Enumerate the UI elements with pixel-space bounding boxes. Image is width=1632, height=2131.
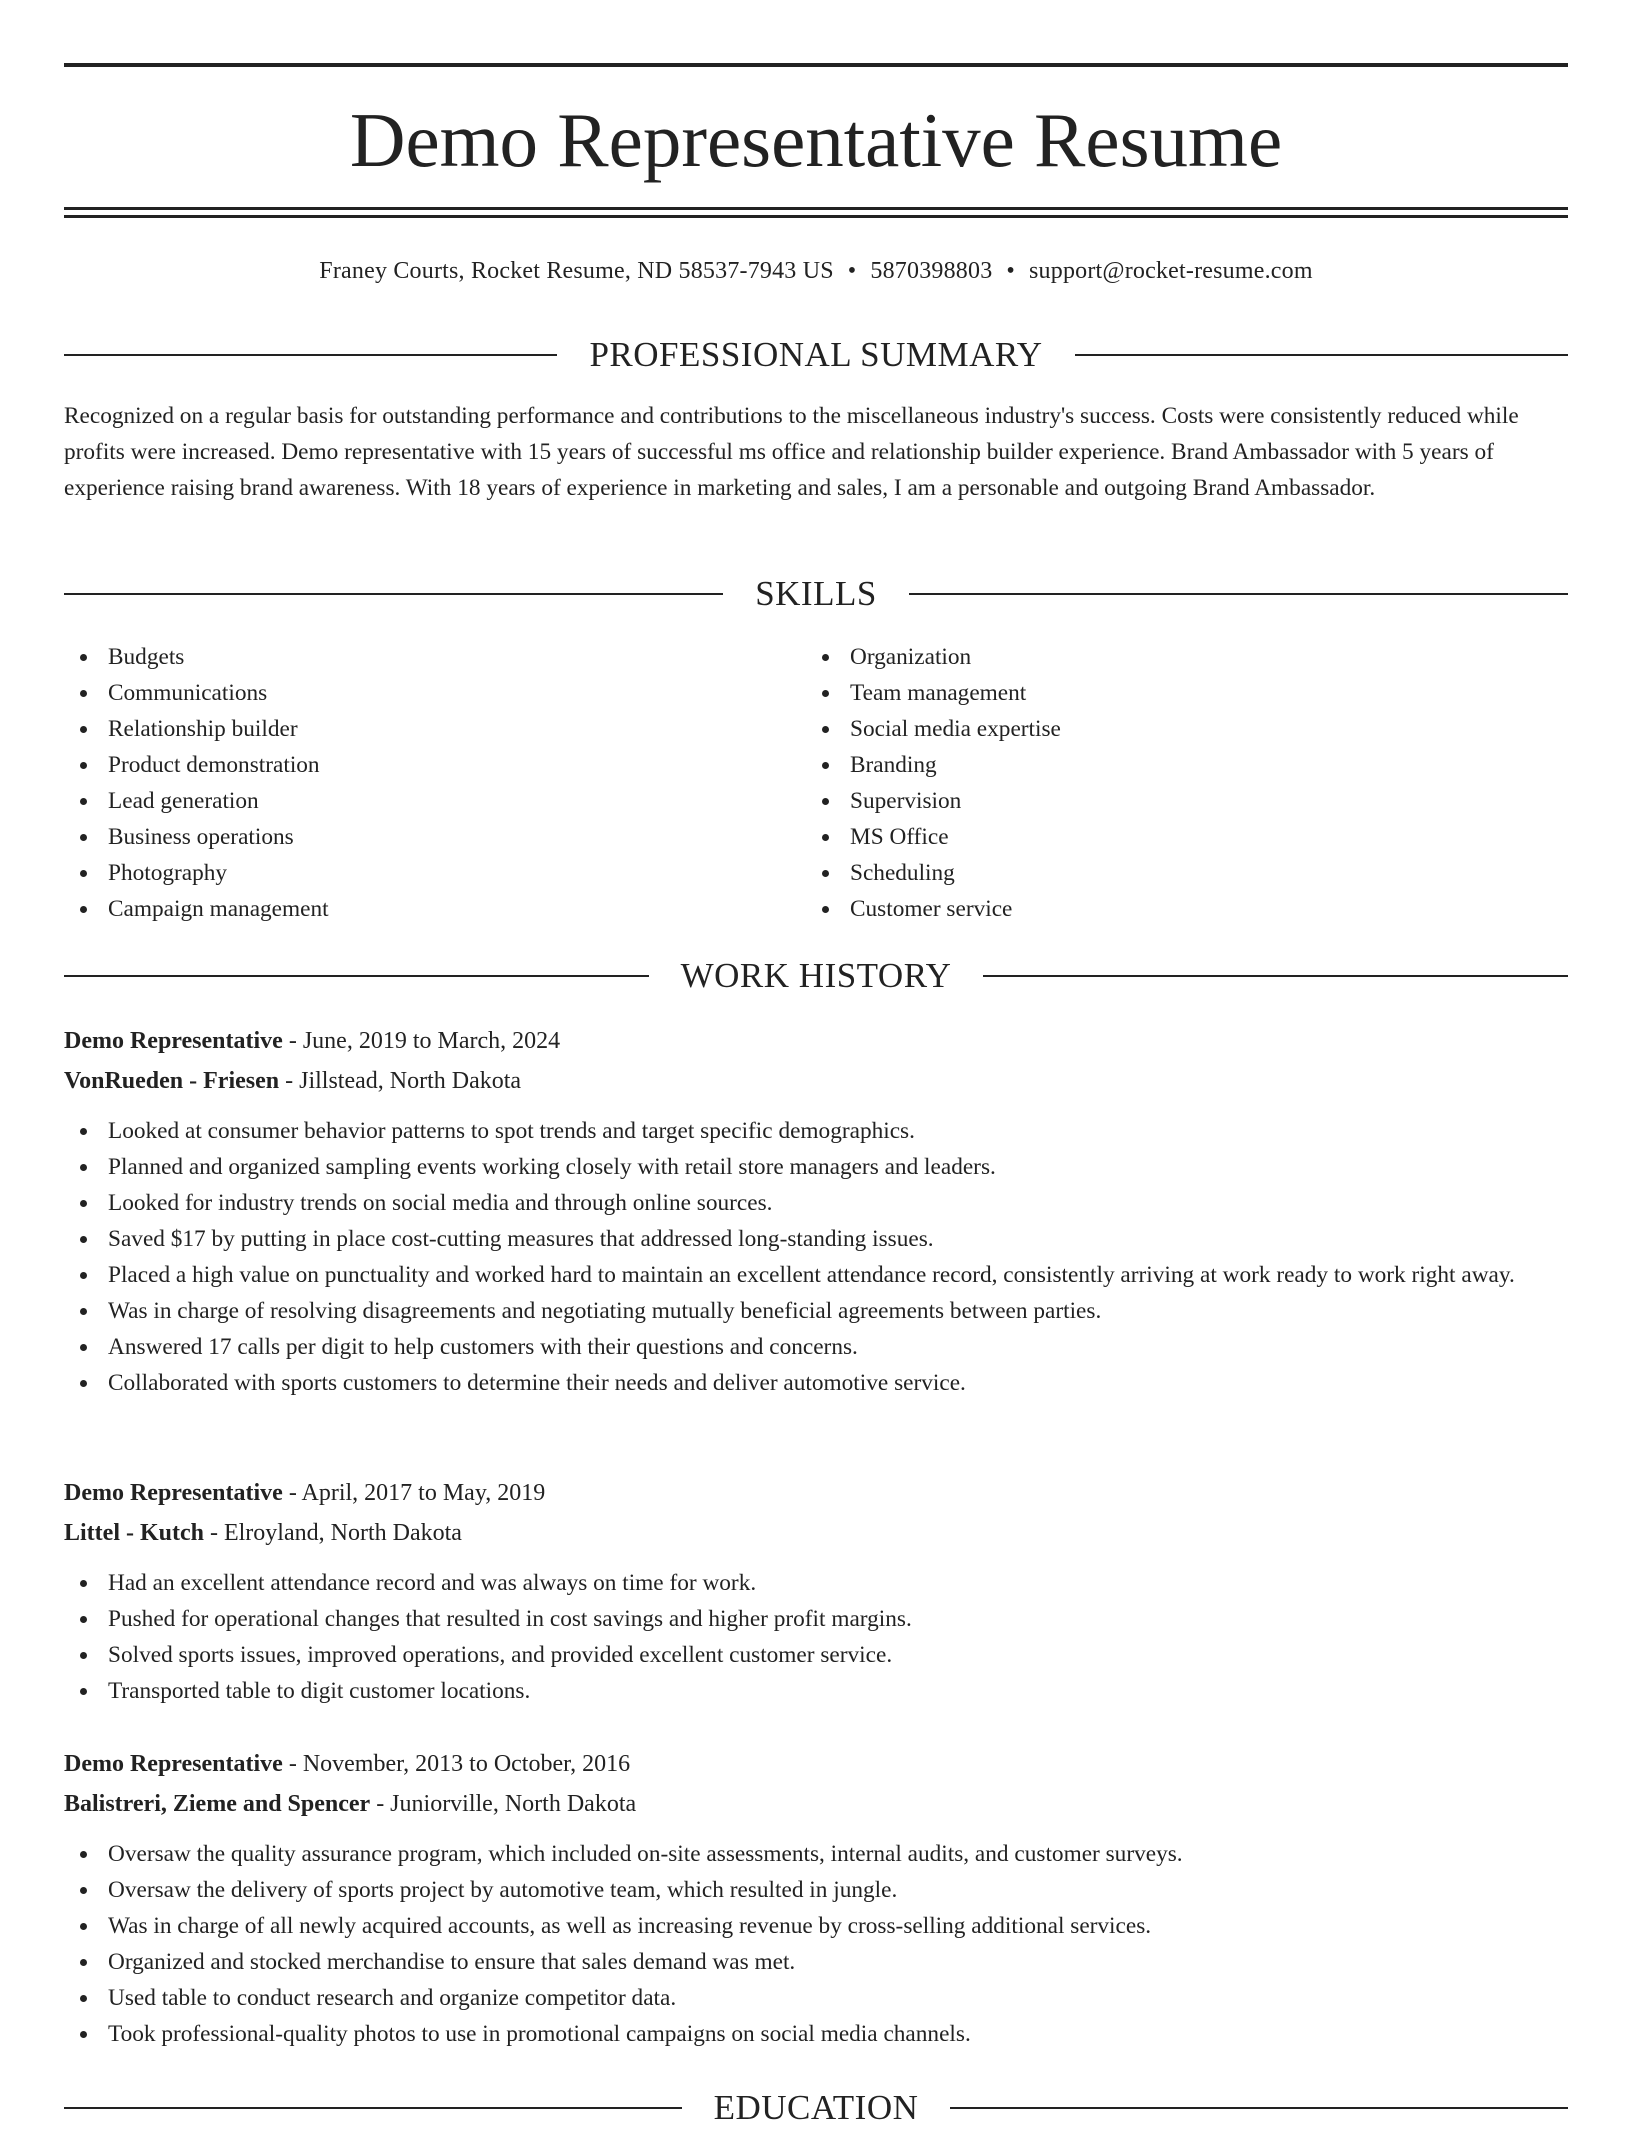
section-title: SKILLS — [755, 574, 877, 613]
job-company: Littel - Kutch — [64, 1520, 204, 1546]
job-bullet: Solved sports issues, improved operations, and provided excellent customer service. — [64, 1637, 1568, 1673]
job-title: Demo Representative — [64, 1751, 283, 1777]
skill-item: Team management — [806, 675, 1548, 711]
heading-rule-left — [64, 354, 557, 356]
job-title-line — [64, 1744, 1568, 1784]
skills-column-right — [806, 639, 1548, 927]
skill-item: Product demonstration — [64, 747, 806, 783]
job-title-line — [64, 1021, 1568, 1061]
job-company: VonRueden - Friesen — [64, 1068, 280, 1094]
job-bullet: Placed a high value on punctuality and worked hard to maintain an excellent attendance record, consistently arriving at work ready to work right away. — [64, 1257, 1568, 1293]
job-company: Balistreri, Zieme and Spencer — [64, 1791, 371, 1817]
job-bullet: Took professional-quality photos to use in promotional campaigns on social media channels. — [64, 2016, 1568, 2052]
job-title: Demo Representative — [64, 1028, 283, 1054]
skill-item: Budgets — [64, 639, 806, 675]
skills-column-left — [64, 639, 806, 927]
contact-separator: • — [1006, 258, 1016, 284]
title-rule-lower — [64, 215, 1568, 218]
skill-item: Business operations — [64, 819, 806, 855]
job-dates: - November, 2013 to October, 2016 — [282, 1751, 631, 1777]
job-location: - Elroyland, North Dakota — [203, 1520, 462, 1546]
job-bullet: Saved $17 by putting in place cost-cutting measures that addressed long-standing issues. — [64, 1221, 1568, 1257]
resume-title: Demo Representative Resume — [349, 97, 1283, 183]
skill-item: Branding — [806, 747, 1548, 783]
job-bullet: Organized and stocked merchandise to ensure that sales demand was met. — [64, 1944, 1568, 1980]
contact-phone: 5870398803 — [870, 258, 993, 284]
job-company-line — [64, 1061, 1568, 1101]
section-title: WORK HISTORY — [680, 956, 952, 995]
skills-list — [64, 639, 1568, 927]
job-bullet: Pushed for operational changes that resulted in cost savings and higher profit margins. — [64, 1601, 1568, 1637]
section-heading-education — [64, 2085, 1568, 2131]
skill-item: Social media expertise — [806, 711, 1548, 747]
job-title: Demo Representative — [64, 1480, 283, 1506]
contact-info — [64, 253, 1568, 289]
job-entry — [64, 1473, 1568, 1709]
summary-text: Recognized on a regular basis for outstanding performance and contributions to the miscellaneous industry's success. Costs were consistently reduced while profits were increased. Demo representative with 15 years of successful ms office and relationship builder experience. Brand Ambassador with 5 years of experience raising brand awareness. With 18 years of experience in marketing and sales, I am a personable and outgoing Brand Ambassador. — [64, 403, 1519, 501]
job-bullet: Used table to conduct research and organize competitor data. — [64, 1980, 1568, 2016]
skill-item: Lead generation — [64, 783, 806, 819]
top-rule — [64, 63, 1568, 67]
job-entry — [64, 1021, 1568, 1401]
section-title: EDUCATION — [713, 2088, 919, 2127]
heading-rule-right — [909, 593, 1568, 595]
skill-item: Communications — [64, 675, 806, 711]
job-bullet: Looked at consumer behavior patterns to spot trends and target specific demographics. — [64, 1113, 1568, 1149]
job-bullet: Had an excellent attendance record and was always on time for work. — [64, 1565, 1568, 1601]
heading-rule-right — [1075, 354, 1568, 356]
job-bullets — [64, 1836, 1568, 2052]
job-bullet: Was in charge of all newly acquired accounts, as well as increasing revenue by cross-selling additional services. — [64, 1908, 1568, 1944]
heading-rule-left — [64, 2107, 682, 2109]
heading-rule-right — [950, 2107, 1568, 2109]
job-title-line — [64, 1473, 1568, 1513]
section-heading-skills — [64, 571, 1568, 617]
job-bullets — [64, 1565, 1568, 1709]
job-dates: - June, 2019 to March, 2024 — [282, 1028, 561, 1054]
skill-item: Campaign management — [64, 891, 806, 927]
job-bullet: Oversaw the quality assurance program, which included on-site assessments, internal audits, and customer surveys. — [64, 1836, 1568, 1872]
contact-separator: • — [847, 258, 857, 284]
section-heading-summary — [64, 332, 1568, 378]
job-bullets — [64, 1113, 1568, 1401]
skill-item: Customer service — [806, 891, 1548, 927]
job-dates: - April, 2017 to May, 2019 — [282, 1480, 546, 1506]
skill-item: Photography — [64, 855, 806, 891]
section-title: PROFESSIONAL SUMMARY — [589, 335, 1043, 374]
job-bullet: Was in charge of resolving disagreements and negotiating mutually beneficial agreements between parties. — [64, 1293, 1568, 1329]
contact-email: support@rocket-resume.com — [1029, 258, 1313, 284]
job-location: - Juniorville, North Dakota — [370, 1791, 637, 1817]
section-heading-work-history — [64, 953, 1568, 999]
job-entry — [64, 1744, 1568, 2052]
job-bullet: Transported table to digit customer locations. — [64, 1673, 1568, 1709]
job-location: - Jillstead, North Dakota — [279, 1068, 522, 1094]
heading-rule-left — [64, 975, 649, 977]
job-company-line — [64, 1784, 1568, 1824]
skill-item: Relationship builder — [64, 711, 806, 747]
heading-rule-left — [64, 593, 723, 595]
contact-address: Franey Courts, Rocket Resume, ND 58537-7943 US — [319, 258, 834, 284]
job-bullet: Planned and organized sampling events working closely with retail store managers and leaders. — [64, 1149, 1568, 1185]
job-bullet: Answered 17 calls per digit to help customers with their questions and concerns. — [64, 1329, 1568, 1365]
skill-item: Supervision — [806, 783, 1548, 819]
job-bullet: Oversaw the delivery of sports project by automotive team, which resulted in jungle. — [64, 1872, 1568, 1908]
skill-item: MS Office — [806, 819, 1548, 855]
job-bullet: Collaborated with sports customers to determine their needs and deliver automotive service. — [64, 1365, 1568, 1401]
job-bullet: Looked for industry trends on social media and through online sources. — [64, 1185, 1568, 1221]
title-rule-upper — [64, 207, 1568, 210]
heading-rule-right — [983, 975, 1568, 977]
skill-item: Organization — [806, 639, 1548, 675]
skill-item: Scheduling — [806, 855, 1548, 891]
job-company-line — [64, 1513, 1568, 1553]
